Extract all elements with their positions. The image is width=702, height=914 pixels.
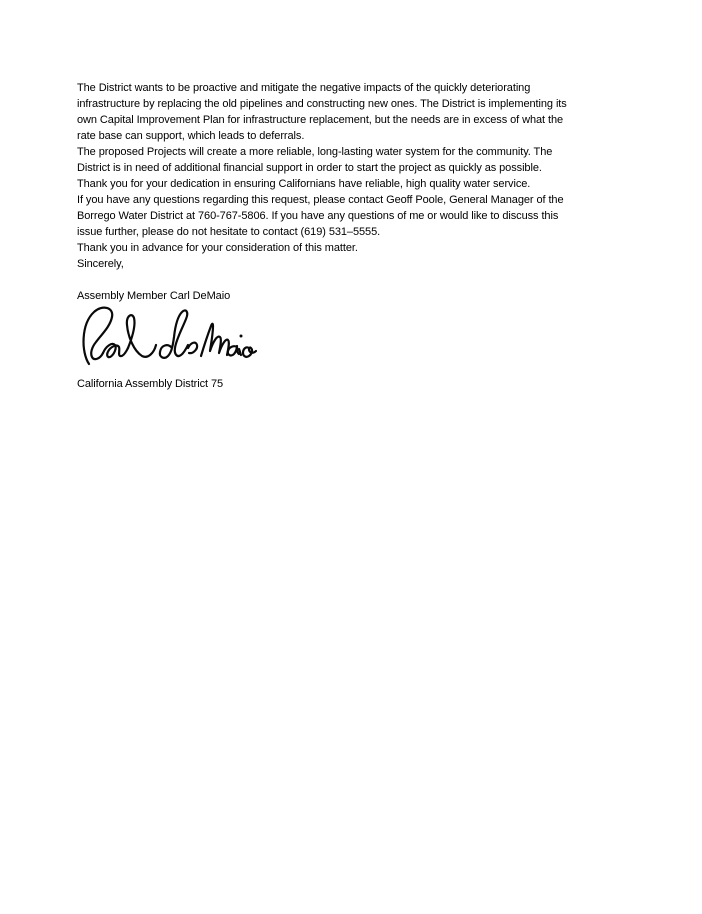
letter-line: Borrego Water District at 760-767-5806. If you have any questions of me or would like to discuss this: [77, 210, 559, 222]
letter-line: District is in need of additional financial support in order to start the project as quickly as possible.: [77, 162, 542, 174]
letter-line: own Capital Improvement Plan for infrastructure replacement, but the needs are in excess of what the: [77, 114, 564, 126]
closing-line: Sincerely,: [77, 258, 124, 270]
letter-line: infrastructure by replacing the old pipelines and constructing new ones. The District is implementing its: [77, 98, 567, 110]
spacer: [77, 272, 637, 288]
signature-carl-demaio-image: [77, 304, 257, 368]
letter-body: [77, 80, 637, 392]
letter-line: Thank you in advance for your consideration of this matter.: [77, 242, 358, 254]
signer-name: Assembly Member Carl DeMaio: [77, 290, 231, 302]
letter-line: Thank you for your dedication in ensuring Californians have reliable, high quality water service.: [77, 178, 531, 190]
letter-line: rate base can support, which leads to deferrals.: [77, 130, 305, 142]
letter-line: If you have any questions regarding this request, please contact Geoff Poole, General Manager of the: [77, 194, 564, 206]
letter-line: The proposed Projects will create a more reliable, long-lasting water system for the community. The: [77, 146, 553, 158]
letter-line: issue further, please do not hesitate to contact (619) 531–5555.: [77, 226, 381, 238]
district-line: California Assembly District 75: [77, 378, 224, 390]
letter-line: The District wants to be proactive and mitigate the negative impacts of the quickly deteriorating: [77, 82, 531, 94]
signature-block: [77, 304, 637, 368]
